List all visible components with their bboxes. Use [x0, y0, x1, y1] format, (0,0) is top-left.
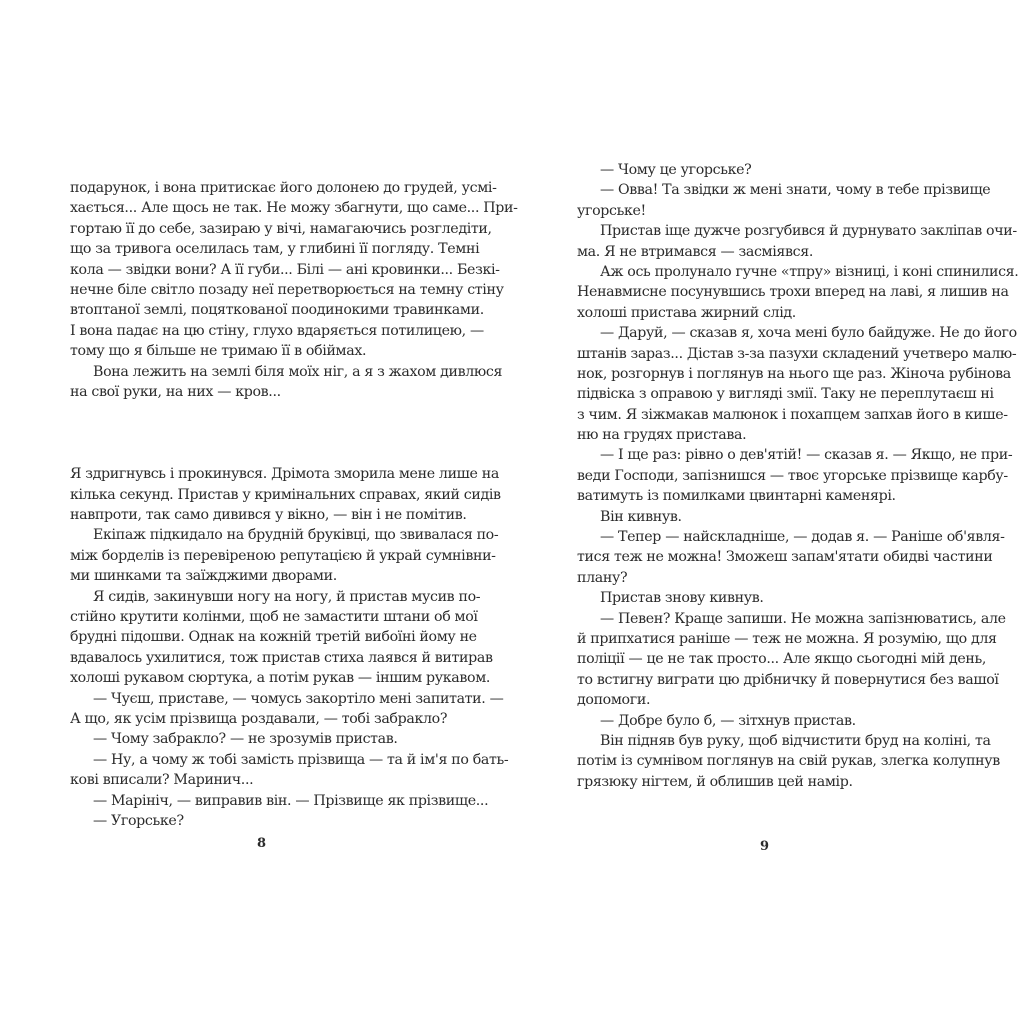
text-line: допомоги.: [577, 692, 651, 709]
text-line: І вона падає на цю стіну, глухо вдаряється потилицею, —: [70, 322, 484, 339]
paragraph: [577, 527, 1005, 588]
text-line: брудні підошви. Однак на кожній третій вибоїні йому не: [70, 629, 477, 646]
text-line: Пристав іще дужче розгубився й дурнувато закліпав очи-: [600, 223, 1017, 240]
text-line: Я здригнувсь і прокинувся. Дрімота зморила мене лише на: [70, 466, 499, 483]
paragraph: [577, 221, 1017, 262]
text-line: й припхатися раніше — теж не можна. Я розумію, що для: [577, 630, 997, 647]
text-line: Ненавмисне посунувшись трохи вперед на лаві, я лишив на: [577, 284, 1009, 301]
text-line: ню на грудях пристава.: [577, 427, 747, 444]
text-line: плану?: [577, 569, 628, 586]
text-line: угорське!: [577, 202, 646, 219]
text-line: Він кивнув.: [600, 508, 682, 525]
text-line: поліції — це не так просто... Але якщо сьогодні мій день,: [577, 651, 987, 668]
right-page: [577, 160, 1019, 792]
text-line: — Ну, а чому ж тобі замість прізвища — та й ім'я по бать-: [93, 751, 509, 768]
paragraph: [577, 711, 958, 731]
paragraph: [70, 729, 451, 749]
text-line: грязюку нігтем, й облишив цей намір.: [577, 773, 853, 790]
text-line: підвіска з оправою у вигляді змії. Таку не переплутаєш ні: [577, 386, 994, 403]
text-line: — І ще раз: рівно о дев'ятій! — сказав я. — Якщо, не при-: [600, 447, 1013, 464]
text-line: навпроти, так само дивився у вікно, — він і не помітив.: [70, 507, 467, 524]
text-line: — Чуєш, приставе, — чомусь закортіло мені запитати. —: [93, 690, 504, 707]
text-line: — Чому це угорське?: [600, 162, 752, 178]
paragraph: [577, 262, 1019, 323]
text-line: — Марініч, — виправив він. — Прізвище як прізвище...: [93, 792, 489, 809]
text-line: нечне біле світло позаду неї перетворюється на темну стіну: [70, 281, 504, 298]
text-line: вдавалось ухилитися, тож пристав стиха лаявся й витирав: [70, 649, 493, 666]
paragraph: [70, 689, 504, 730]
paragraph: [577, 160, 958, 180]
text-line: — Тепер — найскладніше, — додав я. — Раніше об'явля-: [600, 529, 1005, 546]
paragraph: [70, 464, 501, 525]
text-line: — Угорське?: [93, 812, 184, 829]
paragraph: [577, 588, 958, 608]
text-line: з чим. Я зіжмакав малюнок і похапцем запхав його в кише-: [577, 406, 1008, 423]
text-line: Екіпаж підкидало на брудній бруківці, що звивалася по-: [93, 527, 499, 544]
paragraph: [577, 609, 1006, 711]
text-line: між борделів із перевіреною репутацією й украй сумнівни-: [70, 547, 496, 564]
paragraph: [577, 507, 958, 527]
text-line: веди Господи, запізнишся — твоє угорське прізвище карбу-: [577, 467, 1008, 484]
paragraph: [70, 525, 499, 586]
text-line: штанів зараз... Дістав з-за пазухи складений учетверо малю-: [577, 345, 1017, 362]
paragraph: [577, 180, 991, 221]
text-line: Аж ось пролунало гучне «тпру» візниці, і коні спинилися.: [600, 263, 1019, 280]
text-line: холоші рукавом сюртука, а потім рукав — іншим рукавом.: [70, 670, 491, 687]
text-line: гортаю її до себе, зазираю у вічі, намагаючись розгледіти,: [70, 220, 492, 237]
paragraph: [70, 178, 518, 362]
text-line: Пристав знову кивнув.: [600, 590, 764, 607]
text-line: нок, розгорнув і поглянув на нього ще раз. Жіноча рубінова: [577, 365, 1011, 382]
text-line: то встигну виграти цю дрібничку й повернутися без вашої: [577, 671, 999, 688]
left-page: [70, 178, 518, 831]
text-line: Я сидів, закинувши ногу на ногу, й пристав мусив по-: [93, 588, 481, 605]
text-line: кілька секунд. Пристав у кримінальних справах, який сидів: [70, 486, 501, 503]
text-line: ватимуть із помилками цвинтарні каменярі.: [577, 488, 896, 505]
text-line: подарунок, і вона притискає його долонею до грудей, усмі-: [70, 180, 497, 196]
text-line: — Добре було б, — зітхнув пристав.: [600, 712, 856, 729]
text-line: — Овва! Та звідки ж мені знати, чому в тебе прізвище: [600, 182, 991, 199]
text-line: на свої руки, на них — кров...: [70, 383, 281, 400]
text-line: тися теж не можна! Зможеш запам'ятати обидві частини: [577, 549, 993, 566]
text-line: що за тривога оселилась там, у глибині її погляду. Темні: [70, 241, 480, 258]
text-line: — Чому забракло? — не зрозумів пристав.: [93, 731, 398, 748]
text-line: Вона лежить на землі біля моїх ніг, а я з жахом дивлюся: [93, 363, 503, 380]
text-line: кола — звідки вони? А її губи... Білі — ані кровинки... Безкі-: [70, 261, 500, 278]
paragraph: [577, 445, 1013, 506]
paragraph: [70, 811, 451, 831]
text-line: стійно крутити колінми, щоб не замастити штани об мої: [70, 609, 478, 626]
text-line: хається... Але щось не так. Не можу збагнути, що саме... При-: [70, 200, 518, 217]
text-line: потім із сумнівом поглянув на свій рукав, злегка колупнув: [577, 753, 1000, 770]
text-line: ма. Я не втримався — засміявся.: [577, 243, 814, 260]
section-break: [70, 402, 451, 464]
text-line: втоптаної землі, поцяткованої поодинокими травинками.: [70, 302, 484, 319]
page-number-right: 9: [760, 839, 770, 854]
page-number-left: 8: [257, 836, 267, 851]
text-line: — Даруй, — сказав я, хоча мені було байдуже. Не до його: [600, 325, 1017, 342]
text-line: — Певен? Краще запиши. Не можна запізнюватись, але: [600, 610, 1006, 627]
paragraph: [70, 587, 493, 689]
text-line: кові вписали? Маринич...: [70, 772, 254, 789]
text-line: ми шинками та заїжджими дворами.: [70, 568, 337, 585]
paragraph: [70, 362, 503, 403]
paragraph: [70, 750, 509, 791]
text-line: тому що я більше не тримаю її в обіймах.: [70, 343, 367, 360]
paragraph: [577, 731, 1000, 792]
text-line: А що, як усім прізвища роздавали, — тобі забракло?: [70, 710, 448, 727]
text-line: холоші пристава жирний слід.: [577, 304, 796, 321]
paragraph: [70, 791, 489, 811]
text-line: Він підняв був руку, щоб відчистити бруд на коліні, та: [600, 732, 991, 749]
paragraph: [577, 323, 1017, 445]
